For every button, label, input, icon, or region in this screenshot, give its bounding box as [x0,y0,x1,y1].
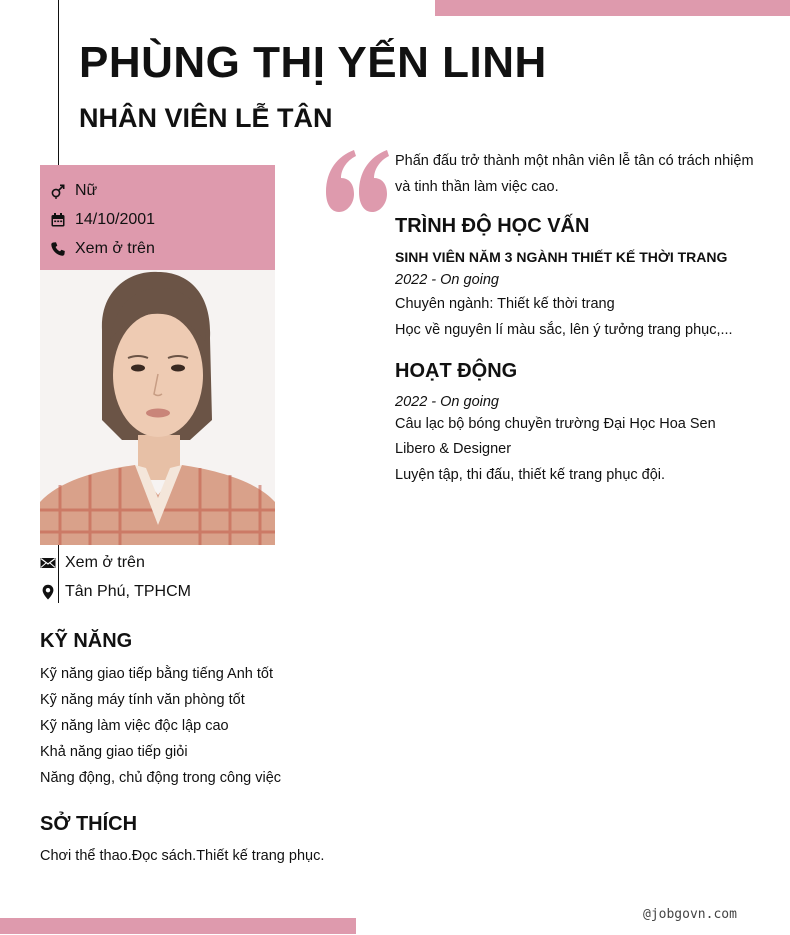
hobbies-text: Chơi thể thao.Đọc sách.Thiết kế trang phục. [40,848,325,864]
activity-org: Câu lạc bộ bóng chuyền trường Đại Học Hoa Sen [395,416,716,432]
activity-role: Libero & Designer [395,441,512,457]
profile-photo [40,270,275,545]
skill-item: Kỹ năng làm việc độc lập cao [40,718,229,734]
quote-icon [322,148,390,214]
phone-value: Xem ở trên [75,240,155,257]
career-objective [395,148,755,200]
objective-line: và tinh thần làm việc cao. [395,179,559,195]
activity-detail: Luyện tập, thi đấu, thiết kế trang phục đội. [395,467,666,483]
vertical-divider [58,0,59,165]
phone-icon [50,241,66,257]
envelope-icon [40,555,56,571]
education-major: Chuyên ngành: Thiết kế thời trang [395,296,615,312]
hobbies-heading: SỞ THÍCH [40,813,138,835]
gender-icon [50,183,66,199]
objective-line: Phấn đấu trở thành một nhân viên lễ tân có trách nhiệm [395,153,754,169]
job-title: NHÂN VIÊN LỄ TÂN [79,103,333,133]
phone-row [50,237,155,261]
activities-heading: HOẠT ĐỘNG [395,360,518,382]
education-period: 2022 - On going [395,272,499,288]
map-pin-icon [40,584,56,600]
skill-item: Kỹ năng máy tính văn phòng tốt [40,692,245,708]
skills-heading: KỸ NĂNG [40,630,133,652]
email-row [40,551,145,575]
email-value: Xem ở trên [65,554,145,571]
bottom-accent-bar [0,918,356,934]
skill-item: Năng động, chủ động trong công việc [40,770,282,786]
birthday-row [50,208,155,232]
education-heading: TRÌNH ĐỘ HỌC VẤN [395,215,590,237]
skill-item: Khả năng giao tiếp giỏi [40,744,188,760]
top-accent-bar [435,0,790,16]
gender-value: Nữ [75,182,98,199]
footer-brand: @jobgovn.com [643,907,737,922]
skill-item: Kỹ năng giao tiếp bằng tiếng Anh tốt [40,666,273,682]
education-detail: Học về nguyên lí màu sắc, lên ý tưởng trang phục,... [395,322,733,338]
birthday-value: 14/10/2001 [75,211,156,228]
calendar-icon [50,212,66,228]
education-school: SINH VIÊN NĂM 3 NGÀNH THIẾT KẾ THỜI TRANG [395,249,728,265]
address-row [40,580,191,604]
candidate-name: PHÙNG THỊ YẾN LINH [79,38,547,87]
gender-row [50,179,97,203]
activity-period: 2022 - On going [395,394,499,410]
address-value: Tân Phú, TPHCM [65,583,191,600]
personal-info-box [40,165,275,270]
